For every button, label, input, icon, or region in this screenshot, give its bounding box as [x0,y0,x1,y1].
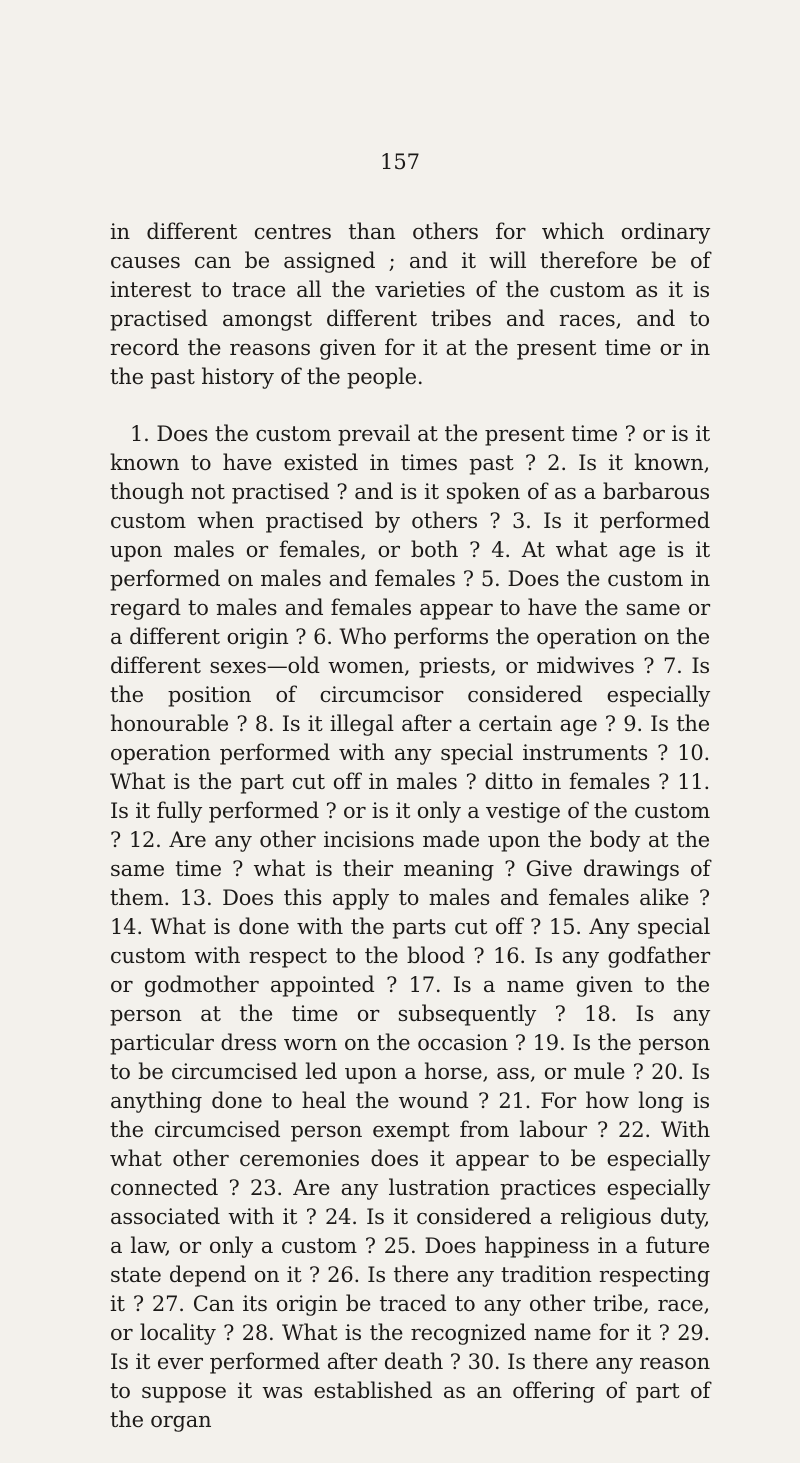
body-text [110,218,710,1463]
paragraph-questions: 1. Does the custom prevail at the present time ? or is it known to have existed in times past ? 2. Is it known, though not practised ? and is it spoken of as a barbarous custom when practised by others ? 3. Is it performed upon males or females, or both ? 4. At what age is it performed on males and females ? 5. Does the custom in regard to males and females appear to have the same or a different origin ? 6. Who performs the operation on the different sexes—old women, priests, or midwives ? 7. Is the position of circumcisor considered especially honourable ? 8. Is it illegal after a certain age ? 9. Is the operation performed with any special instruments ? 10. What is the part cut off in males ? ditto in females ? 11. Is it fully performed ? or is it only a vestige of the custom ? 12. Are any other incisions made upon the body at the same time ? what is their meaning ? Give drawings of them. 13. Does this apply to males and females alike ? 14. What is done with the parts cut off ? 15. Any special custom with respect to the blood ? 16. Is any godfather or godmother appointed ? 17. Is a name given to the person at the time or subsequently ? 18. Is any particular dress worn on the occasion ? 19. Is the person to be circumcised led upon a horse, ass, or mule ? 20. Is anything done to heal the wound ? 21. For how long is the circumcised person exempt from labour ? 22. With what other ceremonies does it appear to be especially connected ? 23. Are any lustration practices especially associated with it ? 24. Is it considered a religious duty, a law, or only a custom ? 25. Does happiness in a future state depend on it ? 26. Is there any tradition respecting it ? 27. Can its origin be traced to any other tribe, race, or locality ? 28. What is the recognized name for it ? 29. Is it ever performed after death ? 30. Is there any reason to suppose it was established as an offering of part of the organ [110,422,710,1432]
paragraph-intro: in different centres than others for which ordinary causes can be assigned ; and it will therefore be of interest to trace all the varieties of the custom as it is practised amongst different tribes and races, and to record the reasons given for it at the present time or in the past history of the people. [110,220,710,389]
page-number: 157 [379,150,421,174]
